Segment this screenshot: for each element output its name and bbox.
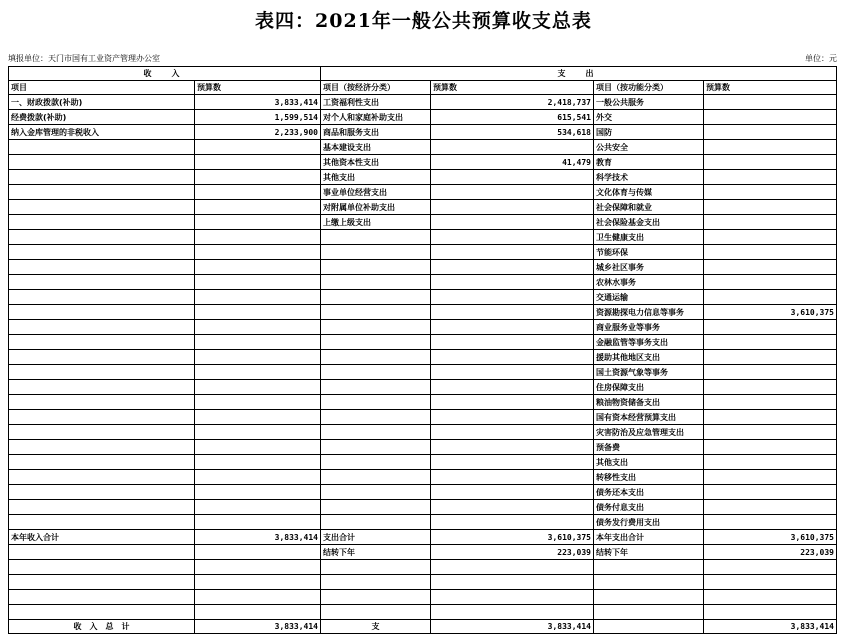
income-item-cell [9,290,195,305]
table-row [9,365,837,380]
table-row [9,125,837,140]
col-header-econ-budget: 预算数 [431,81,594,95]
table-row [9,440,837,455]
income-budget-cell [195,485,321,500]
func-budget-cell [704,155,837,170]
income-item-cell [9,260,195,275]
income-budget-cell: 3,833,414 [195,95,321,110]
econ-budget-cell [431,380,594,395]
table-row [9,395,837,410]
econ-budget-cell [431,395,594,410]
table-row [9,245,837,260]
func-item-cell: 其他支出 [594,455,704,470]
income-item-cell [9,425,195,440]
func-budget-cell [704,455,837,470]
income-budget-cell [195,410,321,425]
table-row [9,470,837,485]
func-item-cell [594,575,704,590]
func-item-cell: 粮油物资储备支出 [594,395,704,410]
func-item-cell [594,605,704,620]
col-header-item: 项目 [9,81,195,95]
func-budget-cell [704,380,837,395]
econ-item-cell: 工资福利性支出 [321,95,431,110]
econ-item-cell: 对附属单位补助支出 [321,200,431,215]
func-item-cell: 节能环保 [594,245,704,260]
econ-item-cell [321,455,431,470]
econ-budget-cell [431,260,594,275]
income-item-cell [9,305,195,320]
table-row [9,380,837,395]
col-header-func-item: 项目（按功能分类） [594,81,704,95]
econ-budget-cell [431,410,594,425]
func-budget-cell [704,95,837,110]
econ-item-cell [321,230,431,245]
income-item-cell [9,140,195,155]
econ-budget-cell: 2,418,737 [431,95,594,110]
econ-item-cell [321,425,431,440]
income-budget-cell [195,380,321,395]
income-item-cell [9,230,195,245]
table-row [9,545,837,560]
col-header-func-budget: 预算数 [704,81,837,95]
income-budget-cell [195,200,321,215]
col-header-budget: 预算数 [195,81,321,95]
income-item-cell [9,575,195,590]
table-row [9,350,837,365]
econ-budget-cell [431,245,594,260]
income-item-cell: 一、财政拨款(补助) [9,95,195,110]
econ-budget-cell [431,185,594,200]
income-budget-cell [195,275,321,290]
econ-budget-cell [431,515,594,530]
func-item-cell: 社会保险基金支出 [594,215,704,230]
func-item-cell: 结转下年 [594,545,704,560]
econ-item-cell [321,395,431,410]
econ-item-cell [321,350,431,365]
income-budget-cell [195,245,321,260]
func-budget-cell [704,575,837,590]
econ-budget-cell [431,605,594,620]
econ-budget-cell [431,575,594,590]
table-row [9,215,837,230]
total-income-value: 3,833,414 [195,620,321,634]
income-budget-cell [195,455,321,470]
econ-item-cell [321,260,431,275]
income-item-cell [9,590,195,605]
func-item-cell: 灾害防治及应急管理支出 [594,425,704,440]
func-item-cell: 科学技术 [594,170,704,185]
func-budget-cell [704,395,837,410]
table-row [9,575,837,590]
econ-item-cell [321,560,431,575]
income-budget-cell [195,440,321,455]
income-item-cell [9,200,195,215]
income-budget-cell [195,395,321,410]
econ-budget-cell [431,290,594,305]
table-row [9,110,837,125]
econ-item-cell: 其他资本性支出 [321,155,431,170]
income-item-cell [9,350,195,365]
func-item-cell: 本年支出合计 [594,530,704,545]
income-budget-cell [195,185,321,200]
func-item-cell: 住房保障支出 [594,380,704,395]
table-row [9,530,837,545]
econ-budget-cell [431,140,594,155]
econ-item-cell [321,485,431,500]
table-row [9,320,837,335]
econ-budget-cell [431,170,594,185]
econ-budget-cell [431,230,594,245]
func-item-cell: 一般公共服务 [594,95,704,110]
table-row [9,200,837,215]
func-item-cell [594,590,704,605]
table-row [9,335,837,350]
income-item-cell: 经费拨款(补助) [9,110,195,125]
func-budget-cell [704,410,837,425]
income-budget-cell [195,560,321,575]
func-item-cell: 国土资源气象等事务 [594,365,704,380]
econ-item-cell: 商品和服务支出 [321,125,431,140]
econ-item-cell [321,440,431,455]
func-item-cell: 国有资本经营预算支出 [594,410,704,425]
econ-budget-cell [431,305,594,320]
func-budget-cell [704,560,837,575]
income-budget-cell: 2,233,900 [195,125,321,140]
func-budget-cell [704,605,837,620]
total-row [9,620,837,634]
econ-item-cell [321,335,431,350]
table-row [9,455,837,470]
func-item-cell: 文化体育与传媒 [594,185,704,200]
func-item-cell: 债务发行费用支出 [594,515,704,530]
func-budget-cell [704,290,837,305]
func-item-cell: 外交 [594,110,704,125]
income-item-cell [9,185,195,200]
econ-budget-cell [431,200,594,215]
econ-item-cell [321,305,431,320]
income-budget-cell [195,545,321,560]
total-income-label: 收 入 总 计 [9,620,195,634]
econ-item-cell [321,590,431,605]
econ-budget-cell: 534,618 [431,125,594,140]
income-budget-cell [195,140,321,155]
table-row [9,170,837,185]
income-budget-cell [195,290,321,305]
func-item-cell: 金融监管等事务支出 [594,335,704,350]
econ-budget-cell [431,440,594,455]
income-item-cell [9,515,195,530]
econ-budget-cell [431,590,594,605]
func-budget-cell [704,170,837,185]
func-budget-cell [704,110,837,125]
func-budget-cell: 3,610,375 [704,305,837,320]
total-func-label [594,620,704,634]
econ-budget-cell: 615,541 [431,110,594,125]
func-budget-cell [704,470,837,485]
total-expense-label: 支 [321,620,431,634]
income-item-cell [9,245,195,260]
income-item-cell [9,440,195,455]
income-item-cell [9,605,195,620]
income-item-cell [9,155,195,170]
func-budget-cell [704,485,837,500]
func-budget-cell [704,320,837,335]
func-item-cell [594,560,704,575]
income-budget-cell [195,515,321,530]
econ-item-cell: 对个人和家庭补助支出 [321,110,431,125]
econ-item-cell: 上缴上级支出 [321,215,431,230]
income-item-cell: 本年收入合计 [9,530,195,545]
income-item-cell [9,170,195,185]
func-budget-cell [704,515,837,530]
col-header-econ-item: 项目（按经济分类） [321,81,431,95]
econ-budget-cell [431,470,594,485]
func-item-cell: 资源勘探电力信息等事务 [594,305,704,320]
income-item-cell [9,320,195,335]
expense-section-header: 支 出 [321,67,837,81]
table-row [9,410,837,425]
income-budget-cell [195,155,321,170]
income-budget-cell [195,170,321,185]
func-item-cell: 债务付息支出 [594,500,704,515]
func-budget-cell [704,230,837,245]
income-item-cell [9,560,195,575]
income-budget-cell [195,215,321,230]
func-budget-cell [704,500,837,515]
econ-item-cell [321,275,431,290]
income-budget-cell [195,575,321,590]
func-budget-cell [704,440,837,455]
table-row [9,260,837,275]
econ-item-cell [321,410,431,425]
income-item-cell [9,215,195,230]
econ-item-cell [321,290,431,305]
econ-item-cell [321,515,431,530]
table-row [9,500,837,515]
income-item-cell [9,485,195,500]
func-budget-cell [704,140,837,155]
econ-budget-cell [431,485,594,500]
income-budget-cell [195,425,321,440]
econ-budget-cell [431,320,594,335]
table-row [9,605,837,620]
income-item-cell [9,455,195,470]
table-row [9,425,837,440]
table-row [9,140,837,155]
column-header-row [9,81,837,95]
func-item-cell: 交通运输 [594,290,704,305]
econ-budget-cell [431,365,594,380]
func-item-cell: 农林水事务 [594,275,704,290]
econ-item-cell [321,380,431,395]
func-budget-cell [704,365,837,380]
econ-budget-cell [431,215,594,230]
func-item-cell: 教育 [594,155,704,170]
econ-item-cell [321,575,431,590]
econ-item-cell: 基本建设支出 [321,140,431,155]
func-item-cell: 社会保障和就业 [594,200,704,215]
income-budget-cell [195,335,321,350]
table-row [9,185,837,200]
income-budget-cell [195,320,321,335]
econ-item-cell [321,365,431,380]
econ-item-cell [321,605,431,620]
func-budget-cell [704,185,837,200]
func-item-cell: 城乡社区事务 [594,260,704,275]
func-item-cell: 预备费 [594,440,704,455]
total-expense-value: 3,833,414 [431,620,594,634]
page-title: 表四：2021年一般公共预算收支总表 [255,10,592,32]
income-budget-cell [195,350,321,365]
table-row [9,515,837,530]
income-item-cell [9,275,195,290]
income-budget-cell [195,605,321,620]
table-row [9,155,837,170]
table-row [9,305,837,320]
econ-budget-cell [431,335,594,350]
func-budget-cell: 223,039 [704,545,837,560]
table-row [9,230,837,245]
func-budget-cell [704,260,837,275]
table-row [9,485,837,500]
income-item-cell [9,500,195,515]
econ-budget-cell: 41,479 [431,155,594,170]
econ-item-cell [321,470,431,485]
income-budget-cell [195,500,321,515]
income-item-cell [9,380,195,395]
budget-table [8,66,837,634]
econ-item-cell [321,320,431,335]
func-budget-cell [704,245,837,260]
econ-budget-cell [431,560,594,575]
econ-item-cell: 结转下年 [321,545,431,560]
econ-budget-cell [431,425,594,440]
econ-budget-cell [431,455,594,470]
income-item-cell [9,395,195,410]
econ-budget-cell: 223,039 [431,545,594,560]
income-section-header: 收 入 [9,67,321,81]
func-budget-cell [704,590,837,605]
income-item-cell [9,335,195,350]
econ-budget-cell: 3,610,375 [431,530,594,545]
section-header-row [9,67,837,81]
func-budget-cell [704,275,837,290]
func-item-cell: 转移性支出 [594,470,704,485]
func-item-cell: 商业服务业等事务 [594,320,704,335]
func-item-cell: 援助其他地区支出 [594,350,704,365]
func-budget-cell [704,200,837,215]
econ-item-cell [321,500,431,515]
func-item-cell: 卫生健康支出 [594,230,704,245]
econ-budget-cell [431,275,594,290]
income-budget-cell [195,365,321,380]
func-budget-cell [704,335,837,350]
income-item-cell [9,545,195,560]
func-item-cell: 国防 [594,125,704,140]
reporting-unit: 填报单位：天门市国有工业资产管理办公室 [8,54,160,63]
table-row [9,275,837,290]
income-item-cell [9,410,195,425]
income-budget-cell [195,470,321,485]
func-budget-cell [704,215,837,230]
func-budget-cell [704,350,837,365]
table-row [9,590,837,605]
income-item-cell [9,365,195,380]
income-budget-cell [195,230,321,245]
table-row [9,95,837,110]
econ-item-cell: 事业单位经营支出 [321,185,431,200]
income-budget-cell [195,590,321,605]
income-item-cell [9,470,195,485]
func-budget-cell [704,425,837,440]
table-row [9,560,837,575]
total-func-value: 3,833,414 [704,620,837,634]
func-budget-cell [704,125,837,140]
econ-item-cell: 其他支出 [321,170,431,185]
income-budget-cell: 1,599,514 [195,110,321,125]
income-budget-cell [195,260,321,275]
func-item-cell: 债务还本支出 [594,485,704,500]
currency-unit: 单位：元 [805,54,837,63]
econ-budget-cell [431,500,594,515]
econ-item-cell: 支出合计 [321,530,431,545]
income-budget-cell [195,305,321,320]
income-budget-cell: 3,833,414 [195,530,321,545]
econ-item-cell [321,245,431,260]
table-row [9,290,837,305]
func-item-cell: 公共安全 [594,140,704,155]
econ-budget-cell [431,350,594,365]
income-item-cell: 纳入金库管理的非税收入 [9,125,195,140]
func-budget-cell: 3,610,375 [704,530,837,545]
